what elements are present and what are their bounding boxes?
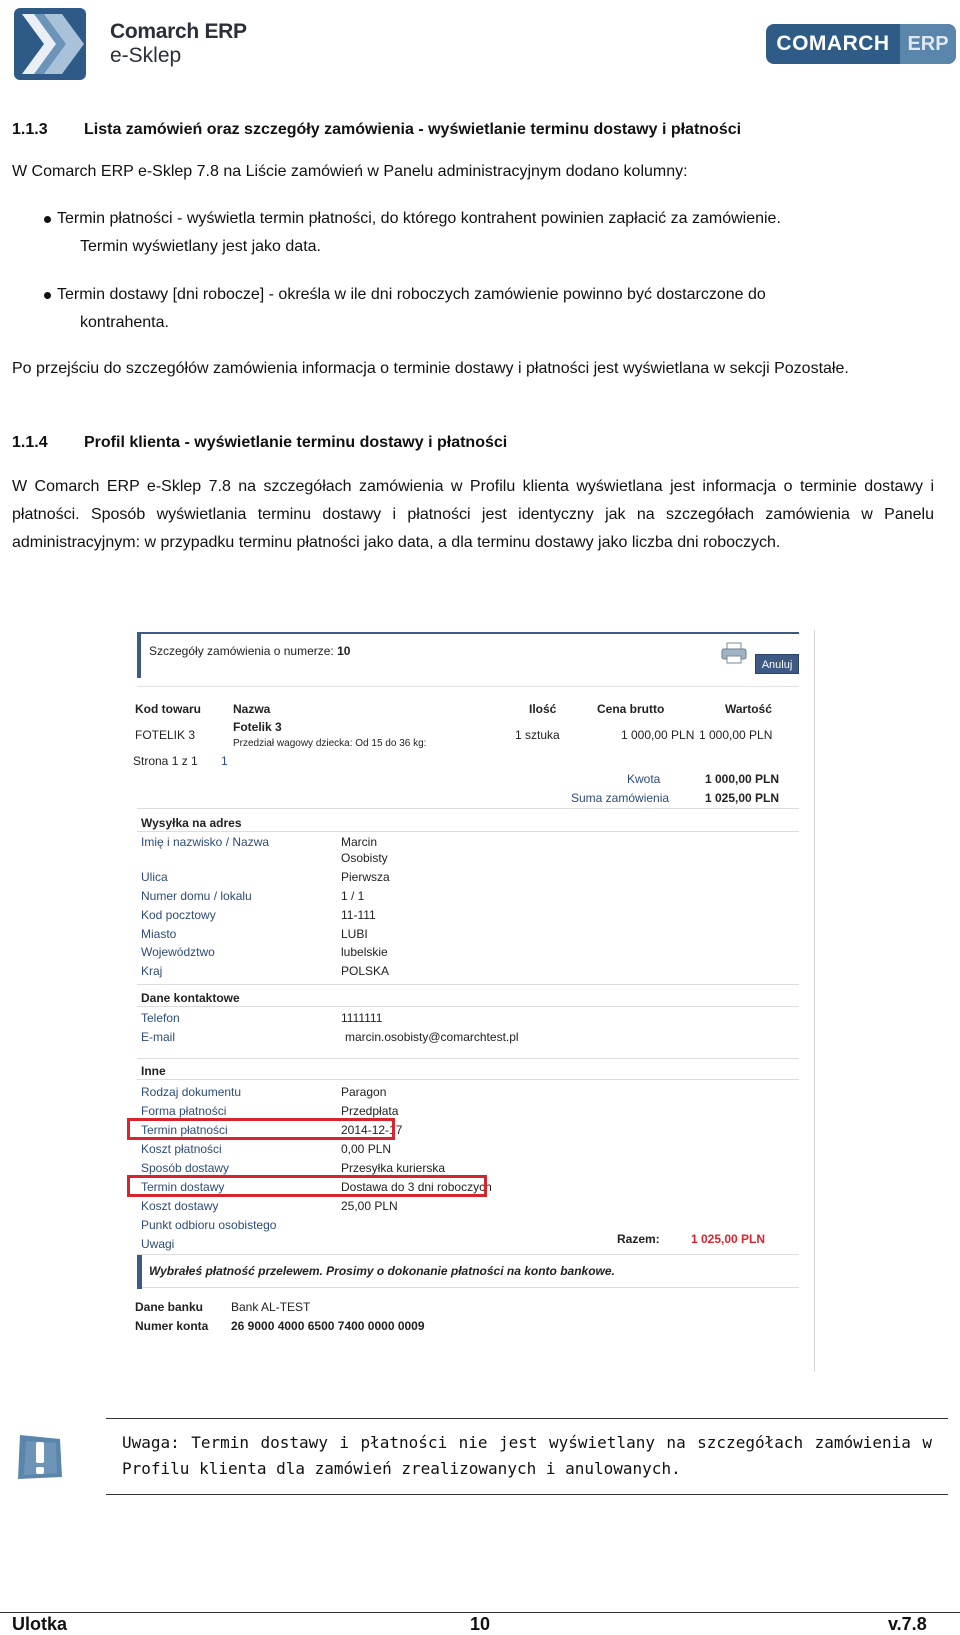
other-value: Przesyłka kurierska	[341, 1161, 446, 1175]
contact-value: marcin.osobisty@comarchtest.pl	[345, 1030, 519, 1044]
footer-page-number: 10	[470, 1614, 491, 1634]
col-code: Kod towaru	[135, 702, 201, 716]
delivery-term-highlight	[127, 1175, 487, 1197]
account-label: Numer konta	[135, 1319, 209, 1333]
account-value: 26 9000 4000 6500 7400 0000 0009	[231, 1319, 425, 1333]
col-name: Nazwa	[233, 702, 271, 716]
other-value: Paragon	[341, 1085, 387, 1099]
shipping-value: LUBI	[341, 927, 368, 941]
col-qty: Ilość	[529, 702, 557, 716]
contact-label: E-mail	[141, 1030, 176, 1044]
shipping-label: Ulica	[141, 870, 168, 884]
divider	[137, 1079, 799, 1080]
bank-value: Bank AL-TEST	[231, 1300, 311, 1314]
pagination-page[interactable]: 1	[221, 754, 228, 768]
item-gross-price: 1 000,00 PLN	[621, 728, 695, 742]
notice-text: Wybrałeś płatność przelewem. Prosimy o dokonanie płatności na konto bankowe.	[149, 1264, 615, 1278]
item-value: 1 000,00 PLN	[699, 728, 773, 742]
item-name[interactable]: Fotelik 3	[233, 720, 282, 734]
brand-left-line1: Comarch ERP	[110, 20, 247, 43]
section-title: Lista zamówień oraz szczegóły zamówienia - wyświetlanie terminu dostawy i płatności	[84, 121, 742, 138]
shipping-value: Pierwsza	[341, 870, 390, 884]
shipping-label: Numer domu / lokalu	[141, 889, 252, 903]
payment-term-value: 2014-12-17	[341, 1123, 403, 1137]
note-divider-bottom	[106, 1494, 948, 1495]
comarch-logo-erp: ERP	[900, 24, 956, 64]
amount-label: Kwota	[627, 772, 661, 786]
contact-heading: Dane kontaktowe	[141, 991, 240, 1005]
footer-left: Ulotka	[12, 1614, 68, 1634]
delivery-term-label: Termin dostawy	[141, 1180, 225, 1194]
bullet-dot	[44, 216, 51, 223]
section-heading-114	[12, 429, 934, 457]
contact-label: Telefon	[141, 1011, 180, 1025]
shipping-value: 11-111	[341, 908, 376, 922]
order-sum-label: Suma zamówienia	[571, 791, 670, 805]
shipping-label: Miasto	[141, 927, 177, 941]
other-label: Rodzaj dokumentu	[141, 1085, 242, 1099]
other-label: Uwagi	[141, 1237, 175, 1251]
brand-left-text	[110, 20, 247, 68]
item-detail: Przedział wagowy dziecka: Od 15 do 36 kg:	[233, 738, 427, 749]
divider	[137, 1006, 799, 1007]
contact-value: 1111111	[341, 1011, 383, 1025]
details-paragraph: Po przejściu do szczegółów zamówienia informacja o terminie dostawy i płatności jest wyświetlana w sekcji Pozostałe.	[12, 360, 849, 377]
shipping-heading: Wysyłka na adres	[141, 816, 242, 830]
order-title	[149, 644, 350, 658]
shipping-label: Kraj	[141, 964, 163, 978]
other-value: Przedpłata	[341, 1104, 399, 1118]
item-qty: 1 sztuka	[515, 728, 560, 742]
divider	[137, 1058, 799, 1059]
bullet-line-continued: kontrahenta.	[80, 314, 169, 331]
other-label: Punkt odbioru osobistego	[141, 1218, 277, 1232]
bullet-item	[0, 205, 922, 261]
order-title-label: Szczegóły zamówienia o numerze:	[149, 644, 334, 658]
other-value: 25,00 PLN	[341, 1199, 398, 1213]
transfer-notice	[137, 1254, 799, 1288]
profile-paragraph: W Comarch ERP e-Sklep 7.8 na szczegółach zamówienia w Profilu klienta wyświetlana jest informacja o terminie dostawy i płatności. Sposób wyświetlania terminu dostawy i płatności jest identyczny jak na szczegółach zamówienia w Panelu administracyjnym: w przypadku terminu płatności jako data, a dla terminu dostawy jako liczba dni roboczych.	[12, 478, 934, 551]
comarch-logo	[766, 24, 956, 64]
bank-label: Dane banku	[135, 1300, 204, 1314]
section-title: Profil klienta - wyświetlanie terminu dostawy i płatności	[84, 434, 508, 451]
bullet-line-continued: Termin wyświetlany jest jako data.	[80, 238, 321, 255]
divider	[137, 686, 799, 687]
order-sum-value: 1 025,00 PLN	[705, 791, 780, 805]
other-label: Forma płatności	[141, 1104, 227, 1118]
printer-icon[interactable]	[721, 642, 747, 664]
payment-term-label: Termin płatności	[141, 1123, 228, 1137]
shipping-value: POLSKA	[341, 964, 390, 978]
notice-accent-bar	[137, 1255, 142, 1289]
payment-term-highlight	[127, 1118, 395, 1140]
shipping-label: Kod pocztowy	[141, 908, 216, 922]
total-label: Razem:	[617, 1232, 660, 1246]
shipping-label: Województwo	[141, 945, 215, 959]
shipping-value: lubelskie	[341, 945, 388, 959]
header-accent-bar	[137, 632, 799, 634]
bullet-item	[0, 281, 922, 337]
order-number: 10	[337, 644, 351, 658]
item-code: FOTELIK 3	[135, 728, 196, 742]
other-label: Sposób dostawy	[141, 1161, 230, 1175]
divider	[137, 831, 799, 832]
brand-left-line2: e-Sklep	[110, 44, 182, 67]
divider	[137, 808, 799, 809]
delivery-term-value: Dostawa do 3 dni roboczych	[341, 1180, 492, 1194]
shipping-label: Imię i nazwisko / Nazwa	[141, 835, 270, 849]
other-label: Koszt płatności	[141, 1142, 222, 1156]
bullet-line: Termin dostawy [dni robocze] - określa w ile dni roboczych zamówienie powinno być dostarczone do	[57, 286, 766, 303]
shipping-value: Osobisty	[341, 851, 388, 865]
header-accent-side	[137, 634, 141, 678]
divider	[137, 984, 799, 985]
comarch-logo-main: COMARCH	[776, 32, 890, 55]
exclamation-icon	[16, 1433, 64, 1481]
shipping-value: 1 / 1	[341, 889, 365, 903]
other-heading: Inne	[141, 1064, 166, 1078]
bullet-dot	[44, 292, 51, 299]
total-value: 1 025,00 PLN	[691, 1232, 766, 1246]
cancel-button[interactable]: Anuluj	[755, 654, 799, 674]
other-value: 0,00 PLN	[341, 1142, 392, 1156]
section-number: 1.1.3	[12, 121, 48, 138]
bullet-line: Termin płatności - wyświetla termin płatności, do którego kontrahent powinien zapłacić za zamówienie.	[57, 210, 781, 227]
intro-paragraph: W Comarch ERP e-Sklep 7.8 na Liście zamówień w Panelu administracyjnym dodano kolumny:	[12, 163, 688, 180]
col-value: Wartość	[725, 702, 772, 716]
shipping-value: Marcin	[341, 835, 378, 849]
note-divider-top	[106, 1418, 948, 1419]
section-number: 1.1.4	[12, 434, 48, 451]
section-heading-113	[12, 116, 934, 144]
amount-value: 1 000,00 PLN	[705, 772, 780, 786]
pagination-label: Strona 1 z 1	[133, 754, 198, 768]
note-text: Uwaga: Termin dostawy i płatności nie jest wyświetlany na szczegółach zamówienia w Profilu klienta dla zamówień zrealizowanych i anulowanych.	[122, 1433, 932, 1478]
col-gross-price: Cena brutto	[597, 702, 665, 716]
other-label: Koszt dostawy	[141, 1199, 219, 1213]
footer-version: v.7.8	[888, 1614, 927, 1634]
comarch-erp-logo-icon	[14, 8, 86, 80]
order-details-screenshot	[133, 630, 815, 1372]
